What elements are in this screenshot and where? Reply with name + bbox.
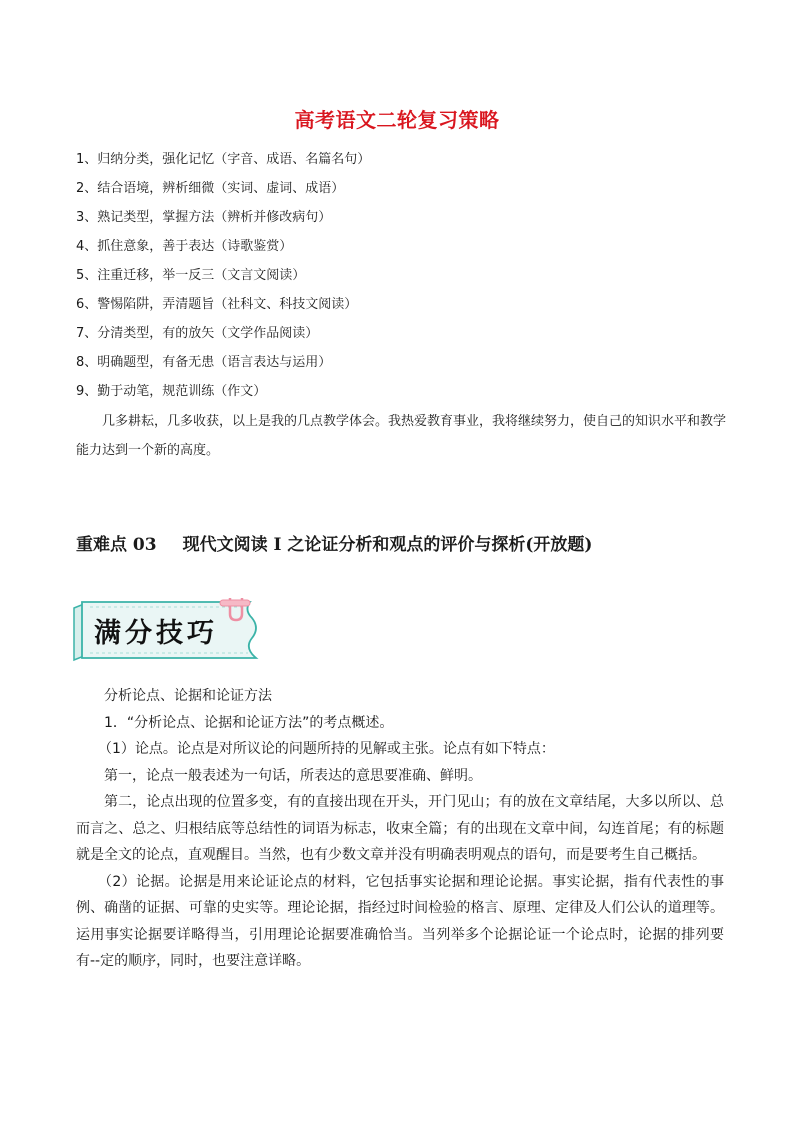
list-item: 8、明确题型，有备无患（语言表达与运用） xyxy=(76,355,332,370)
list-item: 7、分清类型，有的放矢（文学作品阅读） xyxy=(76,326,319,341)
section-number: 重难点 03 xyxy=(76,535,157,555)
list-item: 4、抓住意象，善于表达（诗歌鉴赏） xyxy=(76,239,293,254)
body-point-1: （1）论点。论点是对所议论的问题所持的见解或主张。论点有如下特点： xyxy=(98,741,555,757)
body-subheading: 1．“分析论点、论据和论证方法”的考点概述。 xyxy=(104,714,394,731)
list-item: 9、勤于动笔，规范训练（作文） xyxy=(76,384,267,399)
body-point-2: （2）论据。论据是用来论证论点的材料，它包括事实论据和理论论据。事实论据，指有代表性的事例、确凿的证据、可靠的史实等。理论论据，指经过时间检验的格言、原理、定律及人们公认的道理等。运用事实论据要详略得当，引用理论论据要准确恰当。当列举多个论据论证一个论点时，论据的排列要有--定的顺序，同时，也要注意详略。 xyxy=(76,873,724,969)
body-content xyxy=(76,683,724,975)
list-item: 2、结合语境，辨析细微（实词、虚词、成语） xyxy=(76,181,345,196)
body-second: 第二，论点出现的位置多变，有的直接出现在开头，开门见山；有的放在文章结尾，大多以所以、总而言之、总之、归根结底等总结性的词语为标志，收束全篇；有的出现在文章中间，勾连首尾；有的标题就是全文的论点，直观醒目。当然，也有少数文章并没有明确表明观点的语句，而是要考生自己概括。 xyxy=(76,794,724,863)
body-heading: 分析论点、论据和论证方法 xyxy=(104,688,272,704)
badge-label: 满分技巧 xyxy=(94,618,218,649)
section-title: 现代文阅读 I 之论证分析和观点的评价与探析(开放题) xyxy=(182,535,593,555)
full-marks-badge xyxy=(70,598,270,662)
list-item: 6、警惕陷阱，弄清题旨（社科文、科技文阅读） xyxy=(76,297,358,312)
list-item: 5、注重迁移，举一反三（文言文阅读） xyxy=(76,268,306,283)
strategy-list xyxy=(76,150,726,411)
list-item: 3、熟记类型，掌握方法（辨析并修改病句） xyxy=(76,210,332,225)
body-first: 第一，论点一般表述为一句话，所表达的意思要准确、鲜明。 xyxy=(104,767,482,784)
closing-paragraph: 几多耕耘，几多收获，以上是我的几点教学体会。我热爱教育事业，我将继续努力，使自己的知识水平和教学能力达到一个新的高度。 xyxy=(76,414,727,458)
list-item: 1、归纳分类，强化记忆（字音、成语、名篇名句） xyxy=(76,152,371,167)
page-title: 高考语文二轮复习策略 xyxy=(294,108,500,132)
section-heading xyxy=(76,530,736,555)
